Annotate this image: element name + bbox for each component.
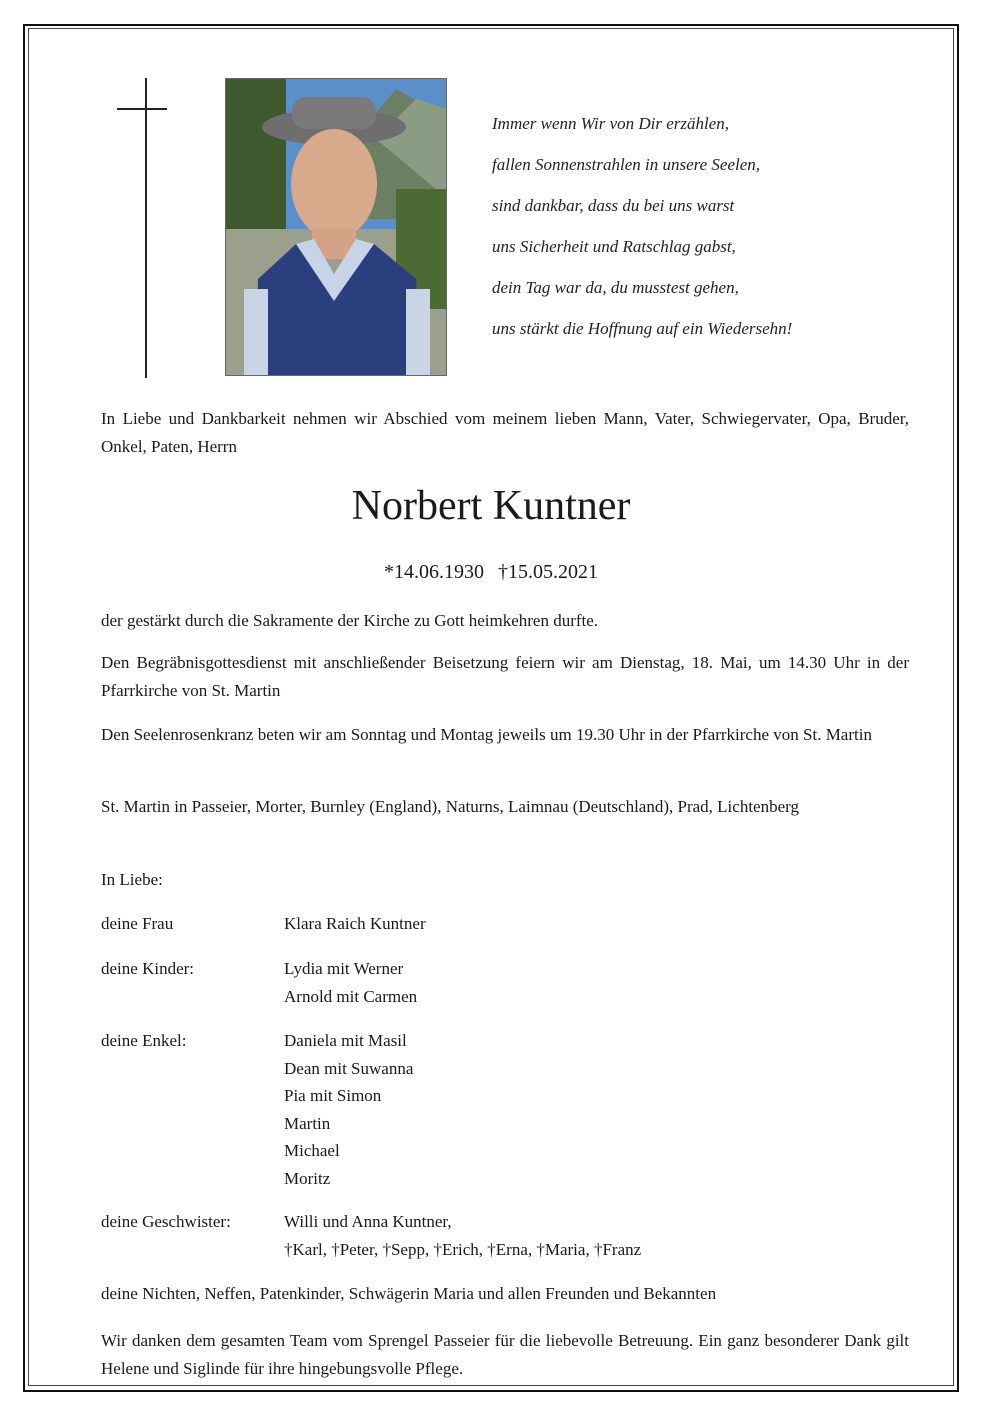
- poem-line: Immer wenn Wir von Dir erzählen,: [492, 114, 730, 133]
- poem: [492, 103, 912, 349]
- portrait-image: [226, 79, 447, 376]
- poem-line: fallen Sonnenstrahlen in unsere Seelen,: [492, 155, 761, 174]
- family-member: Michael: [284, 1141, 340, 1160]
- cross-icon-bar: [117, 108, 167, 110]
- family-member: Pia mit Simon: [284, 1086, 382, 1105]
- poem-line: sind dankbar, dass du bei uns warst: [492, 196, 735, 215]
- family-label: deine Enkel:: [101, 1031, 187, 1050]
- family-member: Lydia mit Werner: [284, 959, 404, 978]
- family-member: †Karl, †Peter, †Sepp, †Erich, †Erna, †Maria, †Franz: [284, 1239, 642, 1259]
- sacraments-text: der gestärkt durch die Sakramente der Kirche zu Gott heimkehren durfte.: [101, 611, 599, 630]
- poem-line: dein Tag war da, du musstest gehen,: [492, 278, 739, 297]
- birth-date: *14.06.1930: [384, 561, 484, 583]
- family-label: deine Kinder:: [101, 959, 194, 978]
- cross-icon: [145, 78, 147, 378]
- family-label: deine Geschwister:: [101, 1212, 231, 1231]
- family-member: Daniela mit Masil: [284, 1031, 407, 1050]
- family-label: deine Frau: [101, 914, 174, 933]
- death-date: †15.05.2021: [498, 561, 598, 583]
- intro-text: In Liebe und Dankbarkeit nehmen wir Abschied vom meinem lieben Mann, Vater, Schwiegervater, Opa, Bruder, Onkel, Paten, Herrn: [101, 409, 909, 456]
- poem-line: uns Sicherheit und Ratschlag gabst,: [492, 237, 736, 256]
- family-member: Arnold mit Carmen: [284, 986, 418, 1006]
- relatives-text: deine Nichten, Neffen, Patenkinder, Schwägerin Maria und allen Freunden und Bekannten: [101, 1284, 717, 1303]
- deceased-name: Norbert Kuntner: [351, 483, 631, 529]
- family-member: Moritz: [284, 1168, 331, 1188]
- family-member: Klara Raich Kuntner: [284, 914, 426, 933]
- thanks-text: Wir danken dem gesamten Team vom Sprengel Passeier für die liebevolle Betreuung. Ein ganz besonderer Dank gilt Helene und Siglinde für ihre hingebungsvolle Pflege.: [101, 1331, 909, 1378]
- places-text: St. Martin in Passeier, Morter, Burnley (England), Naturns, Laimnau (Deutschland), Prad, Lichtenberg: [101, 797, 799, 816]
- rosary-text: Den Seelenrosenkranz beten wir am Sonntag und Montag jeweils um 19.30 Uhr in der Pfarrkirche von St. Martin: [101, 725, 872, 744]
- life-dates: [0, 561, 982, 584]
- family-member: Martin: [284, 1113, 331, 1133]
- family-member: Dean mit Suwanna: [284, 1058, 414, 1078]
- family-member: Willi und Anna Kuntner,: [284, 1212, 452, 1231]
- funeral-text: Den Begräbnisgottesdienst mit anschließender Beisetzung feiern wir am Dienstag, 18. Mai, um 14.30 Uhr in der Pfarrkirche von St. Martin: [101, 653, 909, 700]
- in-love-label: In Liebe:: [101, 870, 163, 889]
- portrait-photo: [225, 78, 447, 376]
- poem-line: uns stärkt die Hoffnung auf ein Wiedersehn!: [492, 319, 793, 338]
